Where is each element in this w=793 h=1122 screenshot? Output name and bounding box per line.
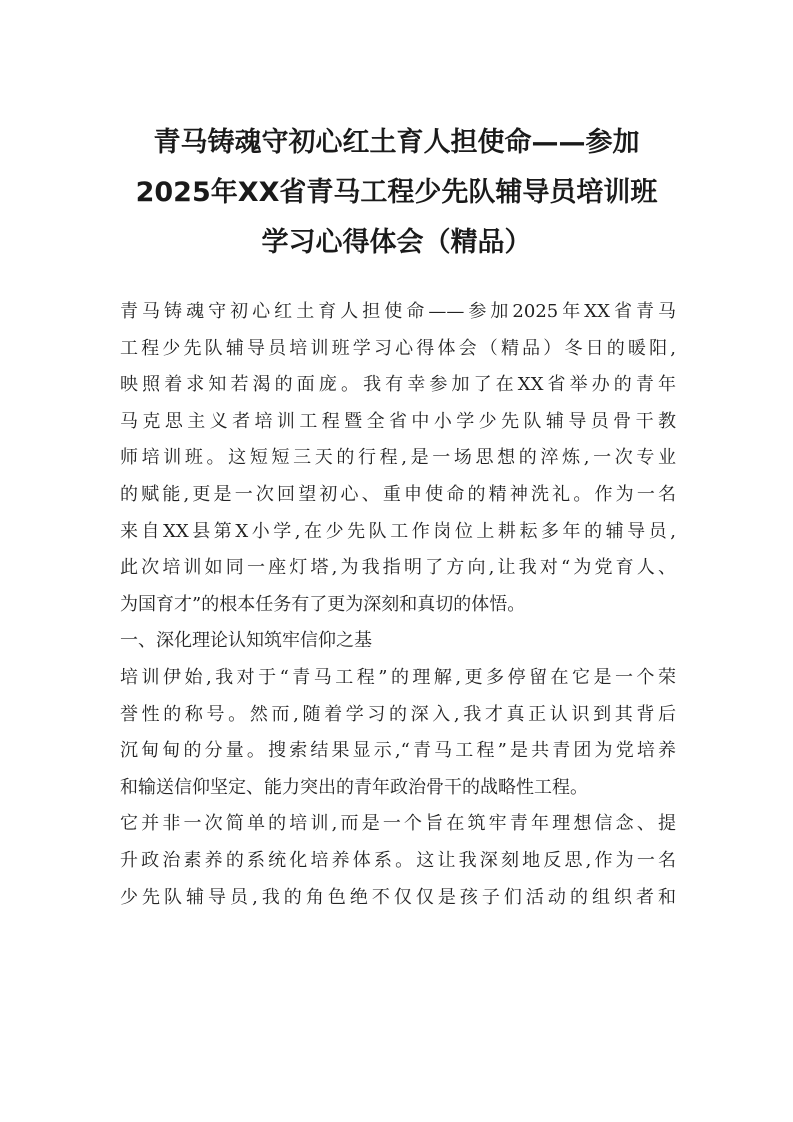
body-line: 映照着求知若渴的面庞。我有幸参加了在XX省举办的青年 [120, 374, 676, 396]
body-line: 此次培训如同一座灯塔,为我指明了方向,让我对“为党育人、 [120, 557, 676, 579]
document-body [120, 294, 676, 916]
body-line: 和输送信仰坚定、能力突出的青年政治骨干的战略性工程。 [120, 776, 588, 798]
title-line: 学习心得体会（精品） [261, 227, 532, 258]
body-line: 誉性的称号。然而,随着学习的深入,我才真正认识到其背后 [120, 703, 676, 725]
body-line: 马克思主义者培训工程暨全省中小学少先队辅导员骨干教 [120, 410, 676, 432]
title-line: 2025年XX省青马工程少先队辅导员培训班 [135, 177, 658, 208]
document-title [80, 118, 713, 268]
body-line: 的赋能,更是一次回望初心、重申使命的精神洗礼。作为一名 [120, 483, 676, 505]
body-line: 它并非一次简单的培训,而是一个旨在筑牢青年理想信念、提 [120, 813, 676, 835]
body-line: 少先队辅导员,我的角色绝不仅仅是孩子们活动的组织者和 [120, 886, 676, 908]
title-line: 青马铸魂守初心红土育人担使命——参加 [153, 127, 640, 158]
body-line: 师培训班。这短短三天的行程,是一场思想的淬炼,一次专业 [120, 447, 676, 469]
body-line: 培训伊始,我对于“青马工程”的理解,更多停留在它是一个荣 [120, 666, 676, 688]
body-line: 来自XX县第X小学,在少先队工作岗位上耕耘多年的辅导员, [120, 520, 676, 542]
body-line: 青马铸魂守初心红土育人担使命——参加2025年XX省青马 [120, 301, 676, 322]
body-line: 沉甸甸的分量。搜索结果显示,“青马工程”是共青团为党培养 [120, 740, 676, 762]
body-line: 工程少先队辅导员培训班学习心得体会（精品）冬日的暖阳, [120, 337, 676, 359]
body-line: 为国育才”的根本任务有了更为深刻和真切的体悟。 [120, 593, 526, 615]
section-heading: 一、深化理论认知筑牢信仰之基 [120, 630, 372, 652]
body-line: 升政治素养的系统化培养体系。这让我深刻地反思,作为一名 [120, 849, 676, 871]
